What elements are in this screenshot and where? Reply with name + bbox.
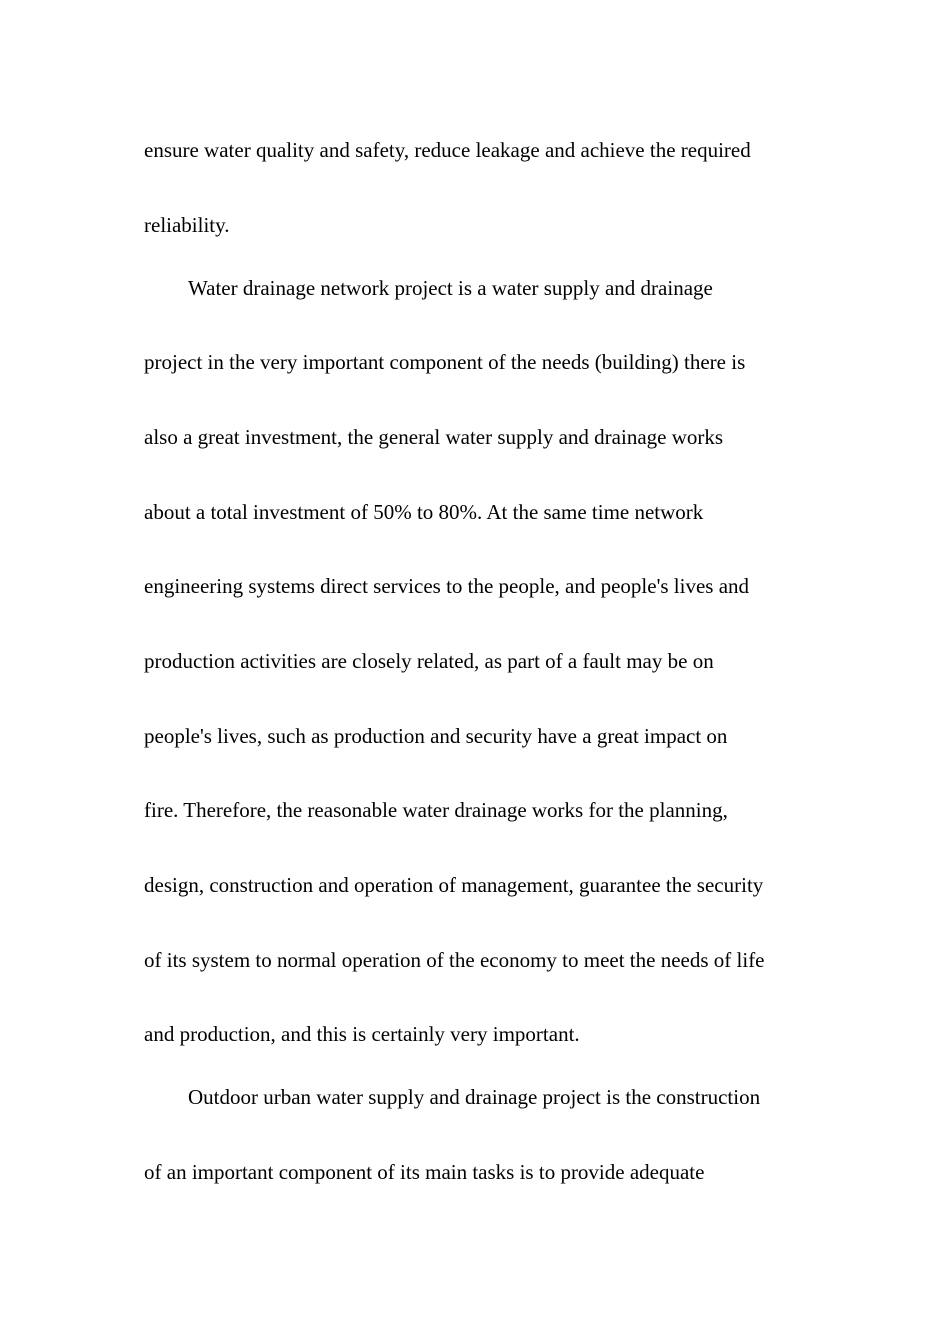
paragraph-2-line-8: fire. Therefore, the reasonable water drainage works for the planning, (144, 798, 728, 822)
paragraph-2-line-4: about a total investment of 50% to 80%. At the same time network (144, 500, 704, 524)
paragraph-2-line-1: Water drainage network project is a water supply and drainage (188, 276, 713, 300)
paragraph-2-line-7: people's lives, such as production and security have a great impact on (144, 724, 728, 748)
paragraph-2-line-9: design, construction and operation of management, guarantee the security (144, 873, 764, 897)
paragraph-3-line-2: of an important component of its main tasks is to provide adequate (144, 1160, 705, 1184)
paragraph-1-line-1: ensure water quality and safety, reduce leakage and achieve the required (144, 138, 751, 162)
paragraph-2-line-6: production activities are closely related, as part of a fault may be on (144, 649, 714, 673)
paragraph-2-line-11: and production, and this is certainly very important. (144, 1022, 580, 1046)
paragraph-2-line-2: project in the very important component of the needs (building) there is (144, 350, 746, 374)
paragraph-1-line-2: reliability. (144, 213, 230, 237)
paragraph-2-line-3: also a great investment, the general water supply and drainage works (144, 425, 724, 449)
paragraph-2-line-5: engineering systems direct services to the people, and people's lives and (144, 574, 750, 598)
paragraph-2-line-10: of its system to normal operation of the economy to meet the needs of life (144, 948, 765, 972)
paragraph-3-line-1: Outdoor urban water supply and drainage project is the construction (188, 1085, 761, 1109)
